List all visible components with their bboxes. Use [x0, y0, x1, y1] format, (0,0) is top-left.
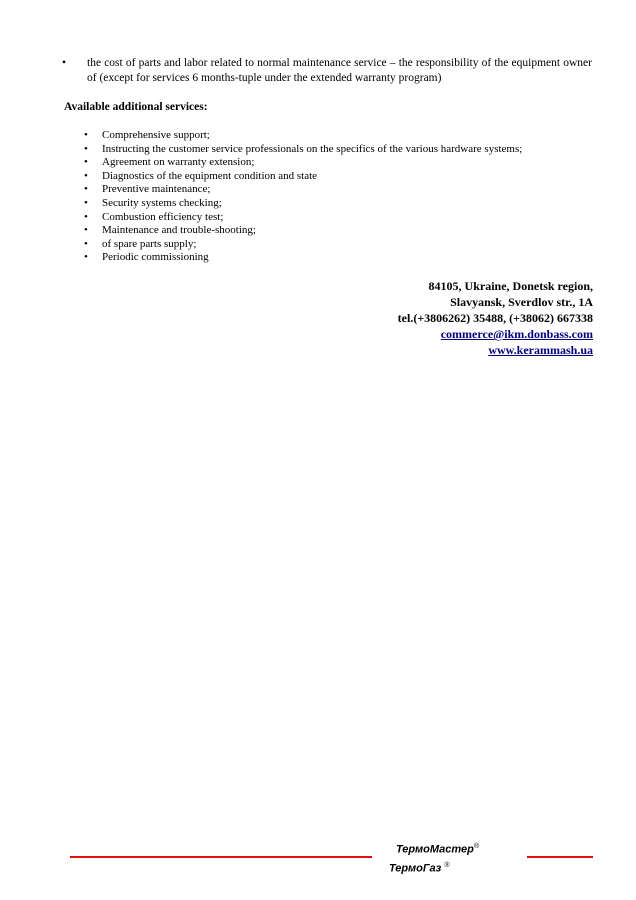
services-heading: Available additional services: — [64, 101, 208, 113]
email-link[interactable]: commerce@ikm.donbass.com — [440, 327, 593, 341]
services-list-item: • of spare parts supply; — [84, 238, 522, 252]
address-line-1: 84105, Ukraine, Donetsk region, — [428, 279, 593, 293]
services-list-item: • Instructing the customer service professionals on the specifics of the various hardware systems; — [84, 143, 522, 157]
bullet-icon: • — [62, 57, 67, 69]
contact-block — [398, 278, 593, 358]
registered-mark-icon: ® — [444, 861, 450, 869]
intro-list-item — [62, 56, 592, 86]
services-list-item: • Maintenance and trouble-shooting; — [84, 224, 522, 238]
footer-rule-right — [527, 856, 593, 858]
phone-numbers: tel.(+3806262) 35488, (+38062) 667338 — [397, 311, 593, 325]
services-list-item: • Preventive maintenance; — [84, 183, 522, 197]
services-list-item: • Security systems checking; — [84, 197, 522, 211]
services-list — [84, 129, 522, 265]
brand-termomaster: ТермоМастер® — [396, 843, 480, 856]
services-list-item: • Combustion efficiency test; — [84, 211, 522, 225]
registered-mark-icon: ® — [473, 843, 480, 850]
footer-rule-left — [70, 856, 372, 858]
address-line-2: Slavyansk, Sverdlov str., 1A — [450, 295, 593, 309]
brand-termogaz: ТермоГаз ® — [389, 861, 450, 875]
services-list-item: • Comprehensive support; — [84, 129, 522, 143]
website-link[interactable]: www.kerammash.ua — [488, 343, 593, 357]
footer-brands — [389, 839, 479, 876]
services-list-item: • Diagnostics of the equipment condition and state — [84, 170, 522, 184]
services-list-item: • Agreement on warranty extension; — [84, 156, 522, 170]
services-list-item: • Periodic commissioning — [84, 251, 522, 265]
intro-item-text: the cost of parts and labor related to normal maintenance service – the responsibility of the equipment owner of (except for services 6 months-tuple under the extended warranty program) — [87, 57, 592, 84]
